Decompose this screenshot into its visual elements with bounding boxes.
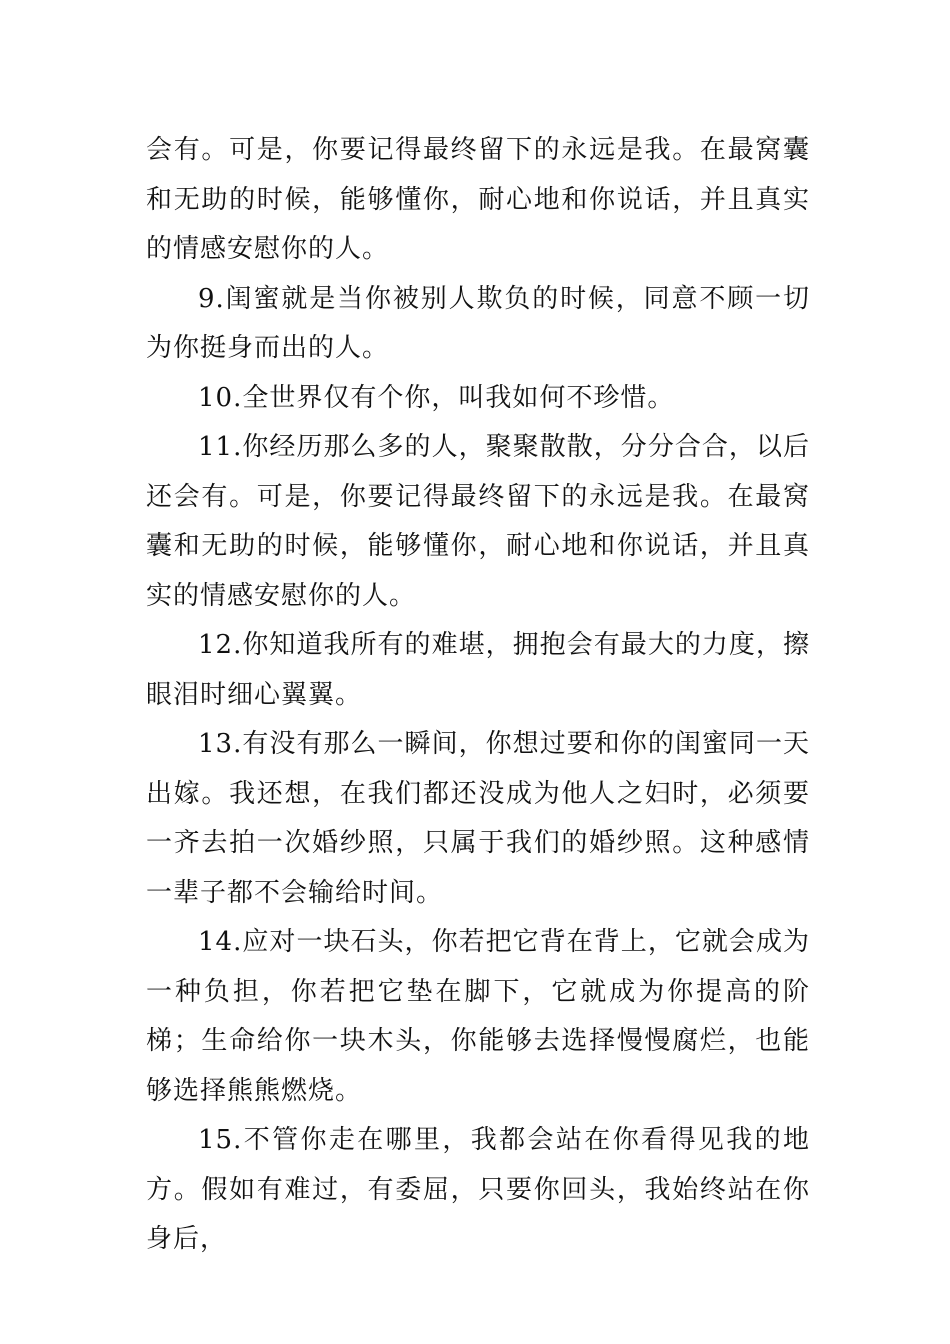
- paragraph-item-10: 10.全世界仅有个你，叫我如何不珍惜。: [198, 382, 675, 413]
- paragraph-item-13: 13.有没有那么一瞬间，你想过要和你的闺蜜同一天出嫁。我还想，在我们都还没成为他人之妇时，必须要一齐去拍一次婚纱照，只属于我们的婚纱照。这种感情一辈子都不会输给时间。: [146, 729, 810, 908]
- paragraph-item-14: 14.应对一块石头，你若把它背在背上，它就会成为一种负担，你若把它垫在脚下，它就成为你提高的阶梯；生命给你一块木头，你能够去选择慢慢腐烂，也能够选择熊熊燃烧。: [146, 927, 810, 1106]
- paragraph-continuation: 会有。可是，你要记得最终留下的永远是我。在最窝囊和无助的时候，能够懂你，耐心地和你说话，并且真实的情感安慰你的人。: [146, 135, 810, 264]
- paragraph-item-9: 9.闺蜜就是当你被别人欺负的时候，同意不顾一切为你挺身而出的人。: [146, 283, 810, 363]
- paragraph-item-15: 15.不管你走在哪里，我都会站在你看得见我的地方。假如有难过，有委屈，只要你回头，我始终站在你身后，: [146, 1125, 810, 1254]
- document-body: [146, 126, 810, 1265]
- paragraph-item-11: 11.你经历那么多的人，聚聚散散，分分合合，以后还会有。可是，你要记得最终留下的永远是我。在最窝囊和无助的时候，能够懂你，耐心地和你说话，并且真实的情感安慰你的人。: [146, 432, 810, 611]
- paragraph-item-12: 12.你知道我所有的难堪，拥抱会有最大的力度，擦眼泪时细心翼翼。: [146, 630, 810, 710]
